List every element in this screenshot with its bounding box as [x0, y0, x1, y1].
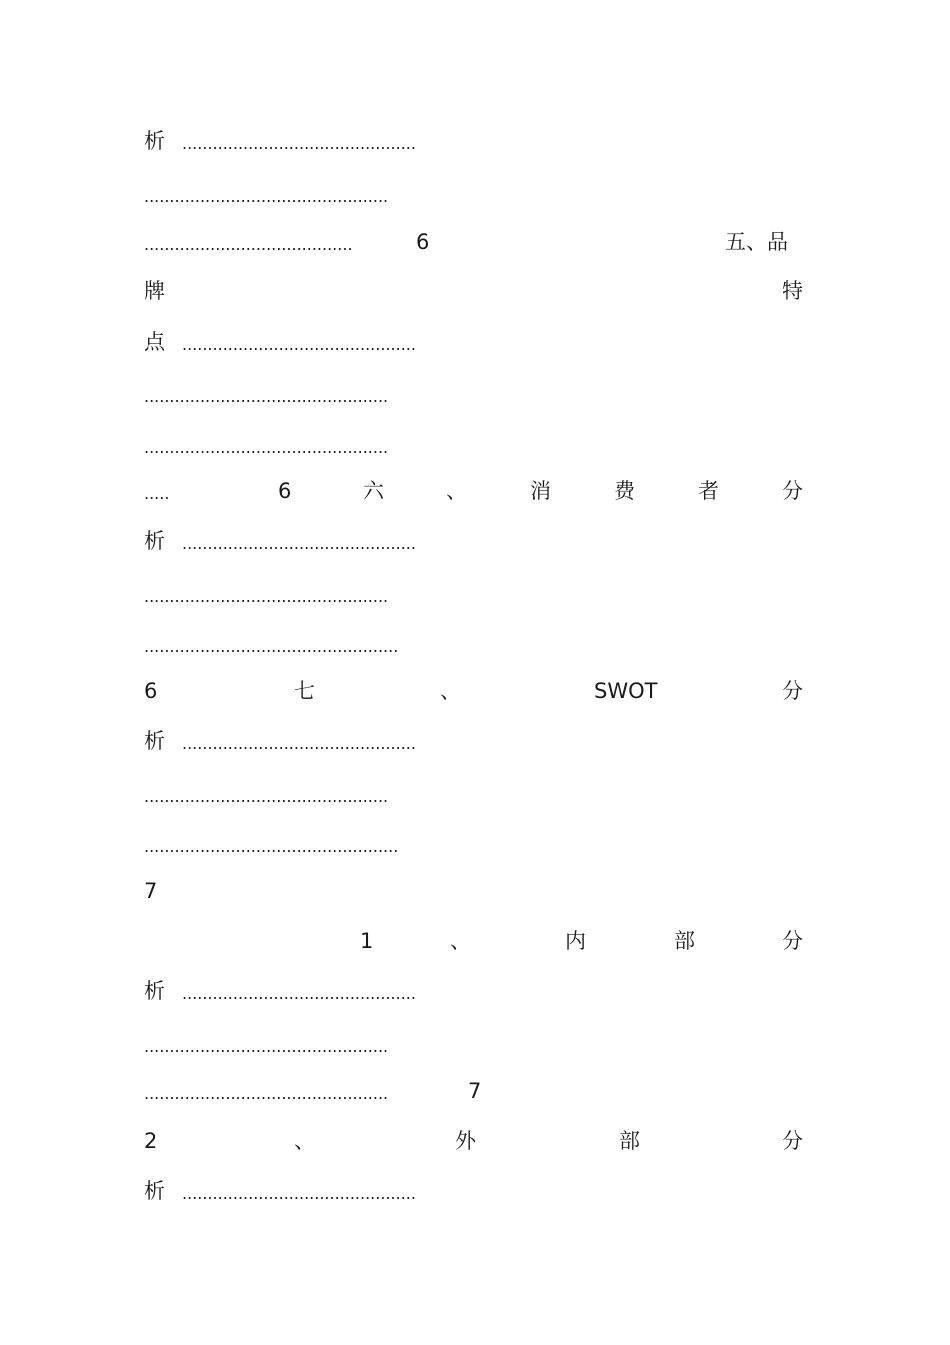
toc-line-consumer-analysis: [144, 478, 806, 504]
toc-text: 析: [144, 129, 165, 153]
toc-page-number: 7: [144, 879, 158, 903]
toc-line-swot-analysis: [144, 678, 806, 704]
toc-text: 分: [782, 479, 803, 503]
toc-line-brand-features: [144, 278, 806, 304]
toc-text: 点: [144, 330, 165, 354]
toc-section-number: 2: [144, 1129, 158, 1153]
toc-page-number: 6: [278, 479, 292, 503]
toc-line-page-7: [144, 878, 806, 904]
toc-leader-dots: ................................................: [144, 387, 389, 406]
toc-text: 分: [782, 679, 803, 703]
toc-leader-dots: ................................................: [144, 438, 389, 457]
toc-leader-dots: ..............................................: [182, 1184, 416, 1203]
toc-leader-dots: ................................................: [144, 787, 389, 806]
toc-leader-dots: ..............................................: [182, 734, 416, 753]
toc-line-analysis-13: [144, 728, 806, 754]
toc-text: 外: [455, 1129, 476, 1153]
toc-text: 分: [782, 929, 803, 953]
toc-line-analysis-9: [144, 528, 806, 554]
toc-text: 内: [565, 929, 586, 953]
toc-text: 者: [698, 479, 719, 503]
toc-text: 消: [530, 479, 551, 503]
toc-leader-dots: .....: [144, 484, 170, 503]
toc-section-number: 1: [360, 929, 374, 953]
toc-text: 六: [363, 479, 384, 503]
toc-page-number: 6: [416, 230, 430, 254]
toc-page-number: 6: [144, 679, 158, 703]
toc-leader-dots: ................................................: [144, 1084, 389, 1103]
toc-line-point: [144, 329, 806, 355]
toc-line-dots-11: [144, 631, 806, 657]
toc-text: 特: [782, 279, 803, 303]
toc-text: 析: [144, 529, 165, 553]
toc-text: 、: [450, 929, 471, 953]
toc-leader-dots: ................................................: [144, 1037, 389, 1056]
toc-text: 部: [674, 929, 695, 953]
toc-line-dots-14: [144, 781, 806, 807]
toc-text: 牌: [144, 279, 165, 303]
toc-line-brand-heading: [144, 229, 806, 255]
toc-line-dots-10: [144, 581, 806, 607]
toc-text: 部: [619, 1129, 640, 1153]
toc-text: 七: [294, 679, 315, 703]
toc-leader-dots: ..............................................: [182, 534, 416, 553]
toc-line-analysis-22: [144, 1178, 806, 1204]
toc-leader-dots: .........................................: [144, 235, 353, 254]
toc-text: 析: [144, 1179, 165, 1203]
toc-text: 、: [446, 479, 467, 503]
toc-line-internal-analysis: [144, 928, 806, 954]
toc-text: 、: [294, 1129, 315, 1153]
toc-page-number: 7: [468, 1079, 482, 1103]
toc-line-external-analysis: [144, 1128, 806, 1154]
toc-leader-dots: ..................................................: [144, 637, 399, 656]
toc-leader-dots: ................................................: [144, 187, 389, 206]
toc-text: 、: [440, 679, 461, 703]
toc-text: 析: [144, 979, 165, 1003]
toc-leader-dots: ..............................................: [182, 984, 416, 1003]
toc-line-dots-7: [144, 432, 806, 458]
toc-leader-dots: ..................................................: [144, 837, 399, 856]
toc-line-dots-2: [144, 181, 806, 207]
toc-line-analysis-18: [144, 978, 806, 1004]
toc-text: 析: [144, 729, 165, 753]
toc-line-dots-6: [144, 381, 806, 407]
toc-line-analysis-1: [144, 128, 806, 154]
toc-line-dots-19: [144, 1031, 806, 1057]
toc-leader-dots: ..............................................: [182, 335, 416, 354]
toc-line-dots-page-7: [144, 1078, 806, 1104]
toc-text: 费: [614, 479, 635, 503]
toc-text: 分: [782, 1129, 803, 1153]
toc-line-dots-15: [144, 831, 806, 857]
toc-leader-dots: ..............................................: [182, 134, 416, 153]
toc-leader-dots: ................................................: [144, 587, 389, 606]
toc-text-swot: SWOT: [594, 679, 658, 703]
toc-text: 五、品: [725, 230, 788, 254]
